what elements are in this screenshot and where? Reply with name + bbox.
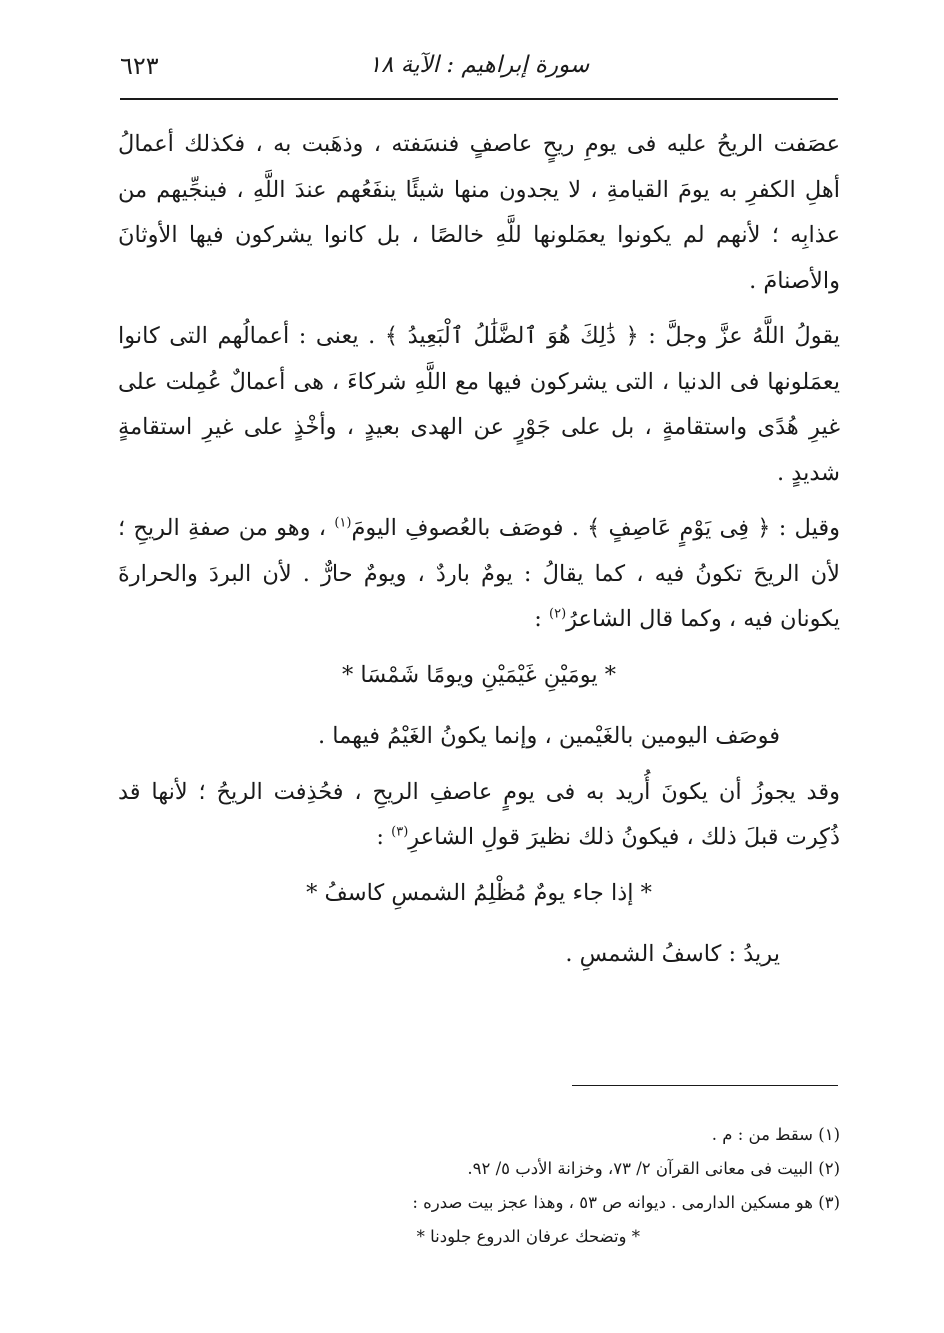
header-rule	[120, 98, 838, 100]
paragraph-5-text-b: :	[376, 824, 392, 850]
running-title: سورة إبراهيم : الآية ١٨	[368, 52, 590, 78]
footnote-ref-3: (٣)	[391, 824, 409, 840]
paragraph-5	[118, 770, 840, 861]
verse-1: * يومَيْنِ غَيْمَيْنِ ويومًا شَمْسَا *	[341, 661, 617, 688]
verse-2: * إذا جاء يومٌ مُظْلِمُ الشمسِ كاسفُ *	[306, 879, 652, 906]
paragraph-3-text-c: :	[534, 606, 549, 632]
footnote-3-verse: * وتضحك عرفان الدروع جلودنا *	[416, 1227, 640, 1246]
paragraph-6: يريدُ : كاسفُ الشمسِ .	[565, 941, 780, 967]
footnote-ref-2: (٢)	[549, 606, 567, 622]
paragraph-5-text-a: وقد يجوزُ أن يكونَ أُريد به فى يومٍ عاصفِ الريحِ ، فحُذِفت الريحُ ؛ لأنها قد ذُكِرت قبلَ ذلك ، فيكونُ ذلك نظيرَ قولِ الشاعرِ	[118, 778, 840, 850]
footnote-3: (٣) هو مسكين الدارمى . ديوانه ص ٥٣ ، وهذا عجز بيت صدره :	[412, 1193, 840, 1212]
main-text	[118, 122, 840, 978]
footnote-rule	[572, 1085, 838, 1086]
footnote-1: (١) سقط من : م .	[711, 1125, 840, 1144]
footnotes	[300, 1118, 840, 1254]
paragraph-2: يقولُ اللَّهُ عزَّ وجلَّ : ﴿ ذَٰلِكَ هُوَ ٱلضَّلَٰلُ ٱلْبَعِيدُ ﴾ . يعنى : أعمالُهم التى كانوا يعمَلونها فى الدنيا ، التى يشركون فيها مع اللَّهِ شركاءَ ، هى أعمالٌ عُمِلت على غيرِ هُدًى واستقامةٍ ، بل على جَوْرٍ عن الهدى بعيدٍ ، وأخْذٍ على غيرِ استقامةٍ شديدٍ .	[118, 323, 840, 486]
paragraph-3-text-a: وقيل : ﴿ فِى يَوْمٍ عَاصِفٍ ﴾ . فوصَف بالعُصوفِ اليومَ	[351, 515, 841, 541]
page-header	[120, 52, 838, 94]
page-number: ٦٢٣	[120, 52, 159, 80]
paragraph-1: عصَفت الريحُ عليه فى يومِ ريحٍ عاصفٍ فنسَفته ، وذهَبت به ، فكذلك أعمالُ أهلِ الكفرِ به يومَ القيامةِ ، لا يجدون منها شيئًا ينفَعُهم عندَ اللَّهِ ، فينجِّيهم من عذابِه ؛ لأنهم لم يكونوا يعمَلونها للَّهِ خالصًا ، بل كانوا يشركون فيها الأوثانَ والأصنامَ .	[118, 131, 840, 294]
paragraph-4: فوصَف اليومين بالغَيْمين ، وإنما يكونُ الغَيْمُ فيهما .	[317, 723, 780, 749]
footnote-ref-1: (١)	[334, 515, 352, 531]
footnote-2: (٢) البيت فى معانى القرآن ٢/ ٧٣، وخزانة الأدب ٥/ ٩٢.	[467, 1159, 840, 1178]
paragraph-3	[118, 506, 840, 643]
paragraph-3-text-b: ، وهو من صفةِ الريحِ ؛ لأن الريحَ تكونُ فيه ، كما يقالُ : يومٌ باردٌ ، ويومٌ حارٌّ . لأن البردَ والحرارةَ يكونان فيه ، وكما قال الشاعرُ	[118, 515, 840, 632]
